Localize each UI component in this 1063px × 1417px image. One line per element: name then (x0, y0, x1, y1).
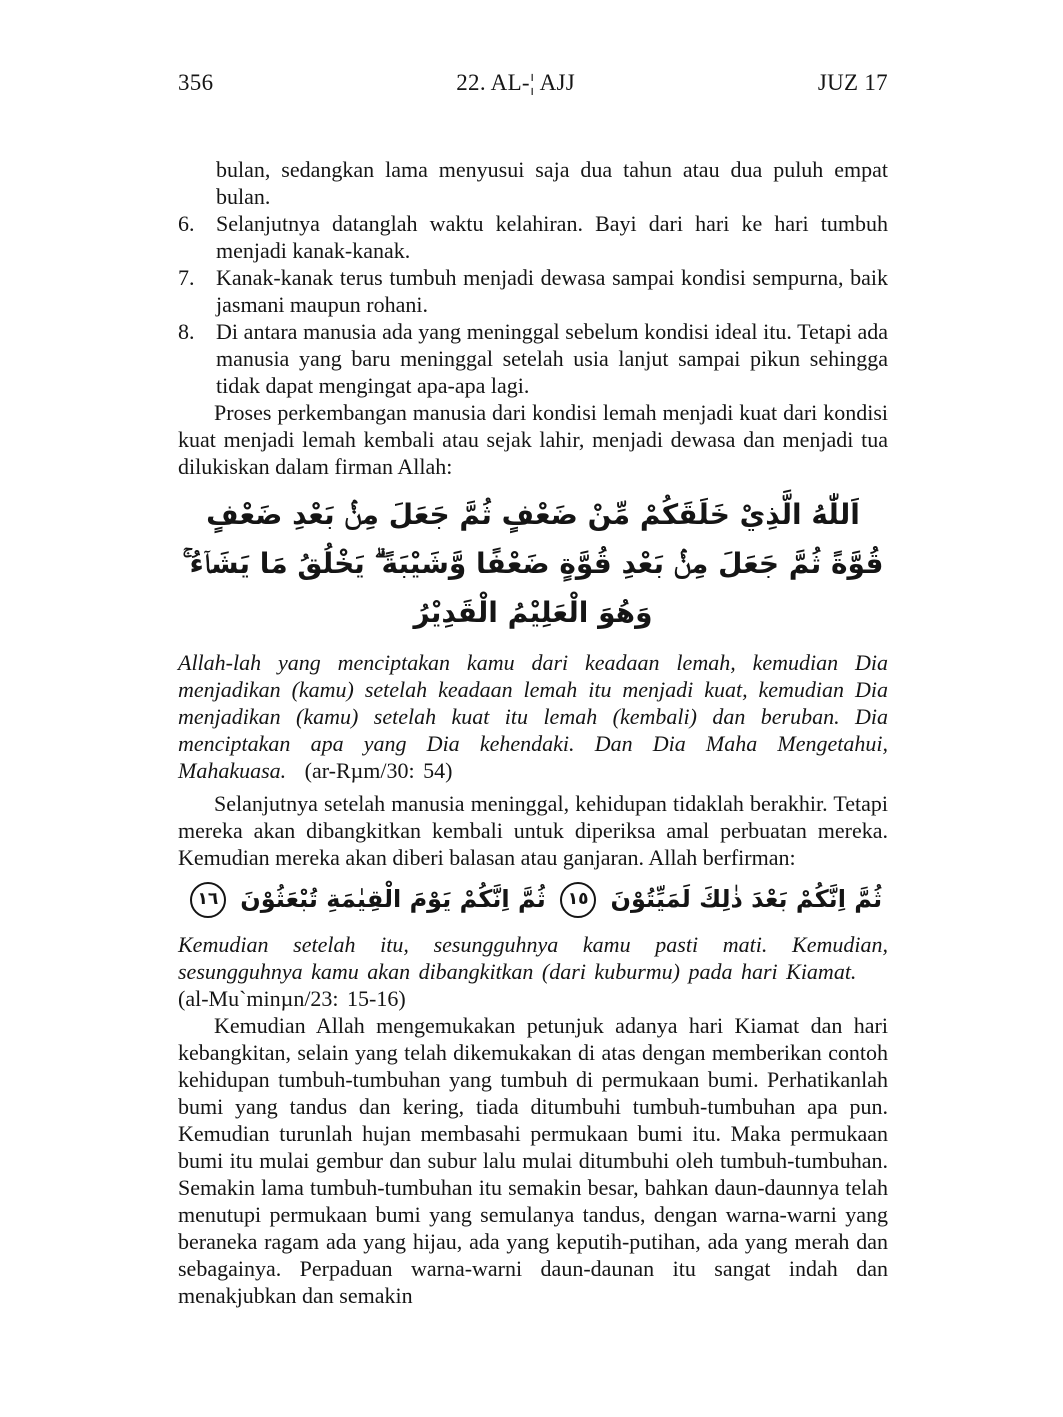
quran-verse-arabic-ar-rum-54: اَللّٰهُ الَّذِيْ خَلَقَكُمْ مِّنْ ضَعْفٍ ثُمَّ جَعَلَ مِنْۢ بَعْدِ ضَعْفٍ قُوَّةً ثُمَّ جَعَلَ مِنْۢ بَعْدِ قُوَّةٍ ضَعْفًا وَّشَيْبَةً ۗ يَخْلُقُ مَا يَشَاۤءُ ۚ وَهُوَ الْعَلِيْمُ الْقَدِيْرُ (182, 498, 884, 629)
list-text: Selanjutnya datanglah waktu kelahiran. Bayi dari hari ke hari tumbuh menjadi kanak-kanak. (216, 211, 888, 263)
list-item-continuation (178, 156, 888, 210)
arabic-text-segment: ثُمَّ اِنَّكُمْ بَعْدَ ذٰلِكَ لَمَيِّتُوْنَ (610, 885, 883, 913)
list-text: Di antara manusia ada yang meninggal sebelum kondisi ideal itu. Tetapi ada manusia yang baru meninggal setelah usia lanjut sampai pikun sehingga tidak dapat mengingat apa-apa lagi. (216, 319, 888, 398)
verse-translation-ar-rum-54 (178, 649, 888, 784)
list-item-8 (178, 318, 888, 399)
verse-reference: (ar-Rµm/30: 54) (304, 758, 453, 783)
paragraph-closing: Kemudian Allah mengemukakan petunjuk adanya hari Kiamat dan hari kebangkitan, selain yang telah dikemukakan di atas dengan memberikan contoh kehidupan tumbuh-tumbuhan yang tumbuh di permukaan bumi. Perhatikanlah bumi yang tandus dan kering, tiada ditumbuhi tumbuh-tumbuhan apa pun. Kemudian turunlah hujan membasahi permukaan bumi itu. Maka permukaan bumi itu mulai gembur dan subur lalu mulai ditumbuhi oleh tumbuh-tumbuhan. Semakin lama tumbuh-tumbuhan itu semakin besar, bahkan daun-daunnya telah menutupi permukaan bumi yang semulanya tandus, dengan warna-warni yang beraneka ragam ada yang hijau, ada yang keputih-putihan, ada yang merah dan sebagainya. Perpaduan warna-warni daun-daunan itu sangat indah dan menakjubkan dan semakin (178, 1012, 888, 1308)
verse-translation-al-muminun (178, 931, 888, 1012)
surah-title: 22. AL-¦ AJJ (456, 70, 575, 95)
list-text: Kanak-kanak terus tumbuh menjadi dewasa sampai kondisi sempurna, baik jasmani maupun rohani. (216, 265, 888, 317)
running-header (178, 70, 888, 96)
translation-text: Allah-lah yang menciptakan kamu dari keadaan lemah, kemudian Dia menjadikan (kamu) setelah keadaan lemah itu menjadi kuat, kemudian Dia menjadikan (kamu) setelah kuat itu lemah (kembali) dan beruban. Dia menciptakan apa yang Dia kehendaki. Dan Dia Maha Mengetahui, Mahakuasa. (178, 650, 888, 783)
list-number: 8. (178, 319, 195, 344)
paragraph-between-verses: Selanjutnya setelah manusia meninggal, kehidupan tidaklah berakhir. Tetapi mereka akan dibangkitkan kembali untuk diperiksa amal perbuatan mereka. Kemudian mereka akan diberi balasan atau ganjaran. Allah berfirman: (178, 791, 888, 870)
ayah-number-badge: ١٥ (560, 882, 596, 918)
list-item-7 (178, 264, 888, 318)
page-number: 356 (178, 70, 214, 95)
ayah-number-badge: ١٦ (190, 882, 226, 918)
list-number: 7. (178, 265, 195, 290)
verse-reference: (al-Mu`minµn/23: 15-16) (178, 985, 406, 1011)
arabic-text-segment: ثُمَّ اِنَّكُمْ يَوْمَ الْقِيٰمَةِ تُبْعَثُوْنَ (240, 885, 546, 913)
list-text: bulan, sedangkan lama menyusui saja dua tahun atau dua puluh empat bulan. (216, 157, 888, 209)
juz-label: JUZ 17 (817, 70, 888, 95)
list-item-6 (178, 210, 888, 264)
quran-verse-arabic-al-muminun-15-16 (178, 877, 888, 923)
paragraph-intro-verse: Proses perkembangan manusia dari kondisi lemah menjadi kuat dari kondisi kuat menjadi lemah kembali atau sejak lahir, menjadi dewasa dan menjadi tua dilukiskan dalam firman Allah: (178, 400, 888, 479)
list-number: 6. (178, 211, 195, 236)
translation-text: Kemudian setelah itu, sesungguhnya kamu pasti mati. Kemudian, sesungguhnya kamu akan dibangkitkan (dari kuburmu) pada hari Kiamat. (178, 931, 888, 984)
page-content (178, 156, 888, 1309)
